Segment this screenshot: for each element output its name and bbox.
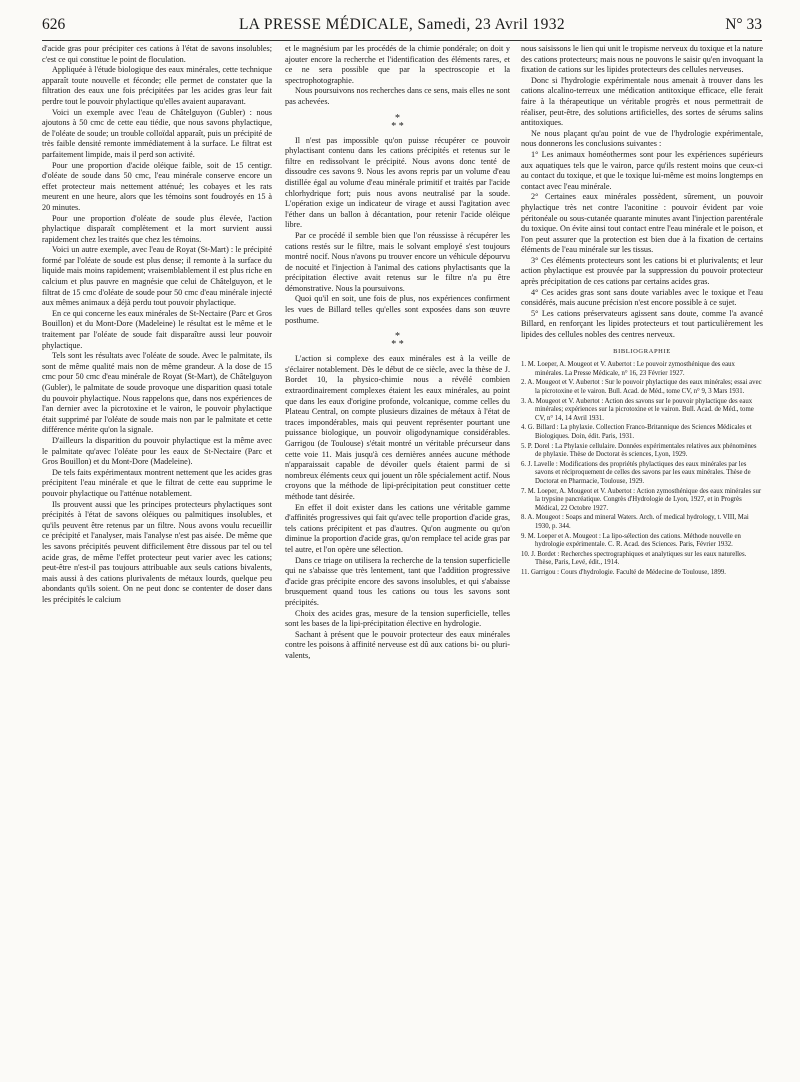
issue-number: N° 33 [725,16,762,33]
paragraph: Tels sont les résultats avec l'oléate de soude. Avec le palmitate, ils sont de même qualité mais non de même grandeur. A la dose de 15 cmc pour 50 cmc d'eau minérale de Royat (St-Mart), de Châtelguyon (Gubler), le palmitate de soude provoque une disparition quasi totale du pouvoir phylactique. Nous rappelons que, dans nos expériences de l'an dernier avec la picrotoxine et le vairon, le pouvoir phylactique était supprimé par l'oléate de soude mais non par le palmitate et cette différence mérite qu'on la signale. [42,351,272,435]
paragraph: Voici un exemple avec l'eau de Châtelguyon (Gubler) : nous ajoutons à 50 cmc de cette eau tiédie, que nous savons phylactique, de l'oléate de soude; un trouble colloïdal apparaît, puis un précipité de très faible densité remonte immédiatement à la surface. Le filtrat est parfaitement limpide, mais il perd son activité. [42,107,272,159]
bibliography-entry: 1. M. Loeper, A. Mougeot et V. Aubertot : Le pouvoir zymosthénique des eaux minérales. La Presse Médicale, n° 16, 23 Février 1927. [521,361,735,377]
paragraph: D'ailleurs la disparition du pouvoir phylactique est la même avec le palmitate qu'avec l'oléate pour les eaux de St-Nectaire (Parc et Gros Bouillon) et du Mont-Dore (Madeleine). [42,435,272,467]
paragraph: Donc si l'hydrologie expérimentale nous amenait à trouver dans les cations alcalino-terreux une médication antitoxique efficace, elle ferait faire à la thérapeutique un véritable progrès et nous permettrait de réaliser, peut-être, des solutions artificielles, des sortes de sérums salins antitoxiques. [521,75,763,128]
bibliography-entry: 9. M. Loeper et A. Mougeot : La lipo-sélection des cations. Méthode nouvelle en hydrologie expérimentale. C. R. Acad. des Sciences. Paris, Février 1932. [521,532,741,549]
bibliography-entry: 11. Garrigou : Cours d'hydrologie. Faculté de Médecine de Toulouse, 1899. [521,568,726,576]
section-separator: * * * [391,331,404,351]
paragraph: 5° Les cations préservateurs agissent sans doute, comme l'a avancé Billard, en renforçant les lipides protecteurs et tout particulièrement les lipides des cellules nobles des centres nerveux. [521,308,763,340]
column-1 [42,44,272,1074]
paragraph: Ils prouvent aussi que les principes protecteurs phylactiques sont précipités à l'état de savons oléiques ou palmitiques insolubles, et qu'ils peuvent être retenus par un filtre. Nous avons voulu recueillir ce précipité et l'analyser, mais l'analyse n'est pas aisée. De même que les savons précipités peuvent difficilement être dissous par tel ou tel acide gras, de même l'effet protecteur peut varier avec les cations; peut-être n'est-il pas toujours attribuable aux seuls cations bivalents, mais aussi à des cations plurivalents de métaux lourds, quelque peu abondants qu'ils soient. On ne peut donc se contenter de doser dans les précipités le calcium [42,499,272,604]
paragraph: Choix des acides gras, mesure de la tension superficielle, telles sont les bases de la lipi-précipitation élective en hydrologie. [285,608,510,629]
paragraph: Il n'est pas impossible qu'on puisse récupérer ce pouvoir phylactisant contenu dans les cations précipités et retenus sur le filtre en redissolvant le précipité. Nous avons donc tenté de dissoudre ces savons 9. Nous les avons repris par un volume d'eau distillée égal au volume d'eau minérale primitif et traités par l'acide chlorhydrique fort; puis nous avons neutralisé par la soude. L'opération exige un indicateur de virage et aussi l'agitation avec l'éther dans un ballon à décantation, pour retenir l'acide oléique libre. [285,135,510,230]
bibliography-entry: 6. J. Lavelle : Modifications des propriétés phylactiques des eaux minérales par les savons et réciproquement de celles des savons par les eaux minérales. Thèse de Doctorat en Pharmacie, Toulouse, 1929. [521,460,751,485]
paragraph: En effet il doit exister dans les cations une véritable gamme d'affinités progressives qui fait qu'avec telle proportion d'acide gras, tels cations précipitent et pas d'autres. Qu'on augmente ou qu'on diminue la proportion d'acide gras, qu'on remplace tel acide gras par tel autre, et l'on opère une sélection. [285,502,510,554]
journal-title: LA PRESSE MÉDICALE, Samedi, 23 Avril 1932 [238,16,566,33]
bibliography-entry: 4. G. Billard : La phylaxie. Collection Franco-Britannique des Sciences Médicales et Biologiques. Doin, édit. Paris, 1931. [521,424,752,440]
column-2-part-b [285,136,510,327]
paragraph: En ce qui concerne les eaux minérales de St-Nectaire (Parc et Gros Bouillon) et du Mont-Dore (Madeleine) le résultat est le même et le traitement par l'oléate de soude fait disparaître aussi leur pouvoir phylactique. [42,308,272,350]
paragraph: Pour une proportion d'oléate de soude plus élevée, l'action phylactique disparaît complètement et la mort survient aussi rapidement chez les traités que chez les témoins. [42,213,272,244]
paragraph: Nous poursuivons nos recherches dans ce sens, mais elles ne sont pas achevées. [285,86,510,106]
bibliography-entry: 8. A. Mougeot : Soaps and mineral Waters. Arch. of medical hydrology, t. VIII, Mai 1930, p. 344. [521,514,749,530]
column-2 [285,44,510,1074]
paragraph: Appliquée à l'étude biologique des eaux minérales, cette technique apparaît toute nouvelle et féconde; elle permet de constater que la filtration des eaux une fois précipitées par les acides gras leur fait perdre tout le pouvoir phylactique qu'elles avaient auparavant. [42,65,272,106]
section-separator: * * * [391,112,404,132]
paragraph: Ne nous plaçant qu'au point de vue de l'hydrologie expérimentale, nous donnerons les conclusions suivantes : [521,128,763,149]
bibliography-entry: 7. M. Loeper, A. Mougeot et V. Aubertot : Action zymosthénique des eaux minérales sur la trypsine pancréatique. Congrès d'Hydrologie de Lyon, 1927, et in Progrès Médical, 22 Octobre 1927. [521,487,762,512]
paragraph: De tels faits expérimentaux montrent nettement que les acides gras précipitent l'eau minérale et que le filtrat de cette eau supprime le pouvoir phylactique ou l'atténue notablement. [42,467,272,498]
column-1-body [42,44,272,605]
bibliography-list [521,361,763,577]
paragraph: L'action si complexe des eaux minérales est à la veille de s'éclairer notablement. Dès le début de ce siècle, avec la thèse de J. Bordet 10, la physico-chimie nous a révélé combien extraordinairement complexes étaient les eaux minérales, au point que dans les eaux d'origine profonde, volcanique, comme celles du Plateau Central, on compte plusieurs dizaines de métaux à l'état de traces impondérables, mais qui peuvent représenter pourtant une puissance biologique, un pouvoir oligodynamique considérables. Garrigou (de Toulouse) s'était montré un véritable précurseur dans cette voie 11. Mais jusqu'à ces dernières années aucune méthode n'apparaissait capable de dévoiler quels étaient parmi de si nombreux éléments ceux qui jouent un rôle spécialement actif. Nous croyons que la méthode de lipi-précipitation peut constituer cette méthode tant désirée. [285,354,510,501]
paragraph: 1° Les animaux homéothermes sont pour les expériences supérieurs aux aquatiques tels que le vairon, parce qu'ils restent moins que ceux-ci au contact du toxique, et que le toxique lui-même est moins longtemps en contact avec l'eau minérale. [521,149,763,191]
column-3-body [521,44,763,341]
paragraph: 2° Certaines eaux minérales possèdent, sûrement, un pouvoir phylactique très net contre l'aconitine : pouvoir évident par voie péritonéale ou sous-cutanée quarante minutes avant l'injection parentérale du toxique. On évite ainsi tout contact entre l'eau minérale et le poison, et l'on peut assurer que la protection est bien due à la fixation de certains éléments de l'eau minérale sur les tissus. [521,192,763,255]
column-2-part-c [285,354,510,661]
bibliography-title: BIBLIOGRAPHIE [613,347,671,355]
column-3 [521,44,763,1074]
bibliography-entry: 5. P. Dorel : La Phylaxie cellulaire. Données expérimentales relatives aux phénomènes de phylaxie. Thèse de Doctorat ès sciences, Lyon, 1929. [521,442,757,459]
paragraph: Quoi qu'il en soit, une fois de plus, nos expériences confirment les vues de Billard telles qu'elles sont exposées dans son œuvre posthume. [285,294,510,325]
bibliography-entry: 3. A. Mougeot et V. Aubertot : Action des savons sur le pouvoir phylactique des eaux minérales; expériences sur la picrotoxine et le vairon. Bull. Acad. de Méd., tome CV, n° 14, 14 Avril 1931. [521,397,754,422]
paragraph: Dans ce triage on utilisera la recherche de la tension superficielle qui ne s'abaisse que très lentement, tant que l'addition progressive d'acide gras précipite encore des savons insolubles, et qui s'abaisse brusquement quand tous les cations ou tous les savons sont précipités. [285,555,510,607]
paragraph: d'acide gras pour précipiter ces cations à l'état de savons insolubles; c'est ce qui constitue le point de floculation. [42,44,272,64]
page-number: 626 [42,16,66,33]
paragraph: 3° Ces éléments protecteurs sont les cations bi et plurivalents; et leur action phylactique est prouvée par la suppression du pouvoir protecteur après précipitation de ces cations par certains acides gras. [521,255,763,287]
paragraph: Par ce procédé il semble bien que l'on réussisse à récupérer les cations restés sur le filtre, mais le solvant employé s'est toujours montré nocif. Nous n'avons pu trouver encore un véhicule dépourvu de nocuité et l'injection à l'animal des cations phylactisants que la précipitation élective avait retenus sur le filtre n'a pu être démonstrative. Nous la poursuivons. [285,230,510,293]
bibliography-entry: 10. J. Bordet : Recherches spectrographiques et analytiques sur les eaux naturelles. Thèse, Paris, Levé, édit., 1914. [521,550,747,567]
paragraph: nous saisissons le lien qui unit le tropisme nerveux du toxique et la nature des cations protecteurs; mais nous ne pouvons le saisir qu'en invoquant la fixation de cations sur les lipides protecteurs des cellules nerveuses. [521,44,763,75]
bibliography-entry: 2. A. Mougeot et V. Aubertot : Sur le pouvoir phylactique des eaux minérales; essai avec la picrotoxine et le vairon. Bull. Acad. de Méd., tome CV, n° 9, 3 Mars 1931. [521,379,762,395]
paragraph: Voici un autre exemple, avec l'eau de Royat (St-Mart) : le précipité formé par l'oléate de soude est plus dense; il remonte à la surface du liquide mais moins rapidement; vraisemblablement il est plus riche en calcium et plus pauvre en magnésie que celui de Châtelguyon, et le filtrat de 15 cmc d'oléate de soude pour 50 cmc d'eau minérale injecté aux mêmes animaux a déjà perdu tout pouvoir phylactique. [42,245,272,308]
paragraph: Sachant à présent que le pouvoir protecteur des eaux minérales contre les poisons à affinité nerveuse est dû aux cations bi- ou pluri-valents, [285,629,510,660]
page-header [42,10,762,41]
column-2-part-a [285,44,510,108]
paragraph: et le magnésium par les procédés de la chimie pondérale; on doit y ajouter encore la recherche et l'identification des éléments rares, et ce ne sera possible que par la spectroscopie et la spectrophotographie. [285,44,510,85]
paragraph: 4° Ces acides gras sont sans doute variables avec le toxique et l'eau considérés, mais aucune précision n'est encore possible à ce sujet. [521,287,763,308]
paragraph: Pour une proportion d'acide oléique faible, soit de 15 centigr. d'oléate de soude dans 50 cmc, l'eau minérale conserve encore un effet protecteur mais nettement atténué; les cobayes et les rats meurent en une heure, alors que les témoins sont foudroyés en 15 à 20 minutes. [42,160,272,212]
